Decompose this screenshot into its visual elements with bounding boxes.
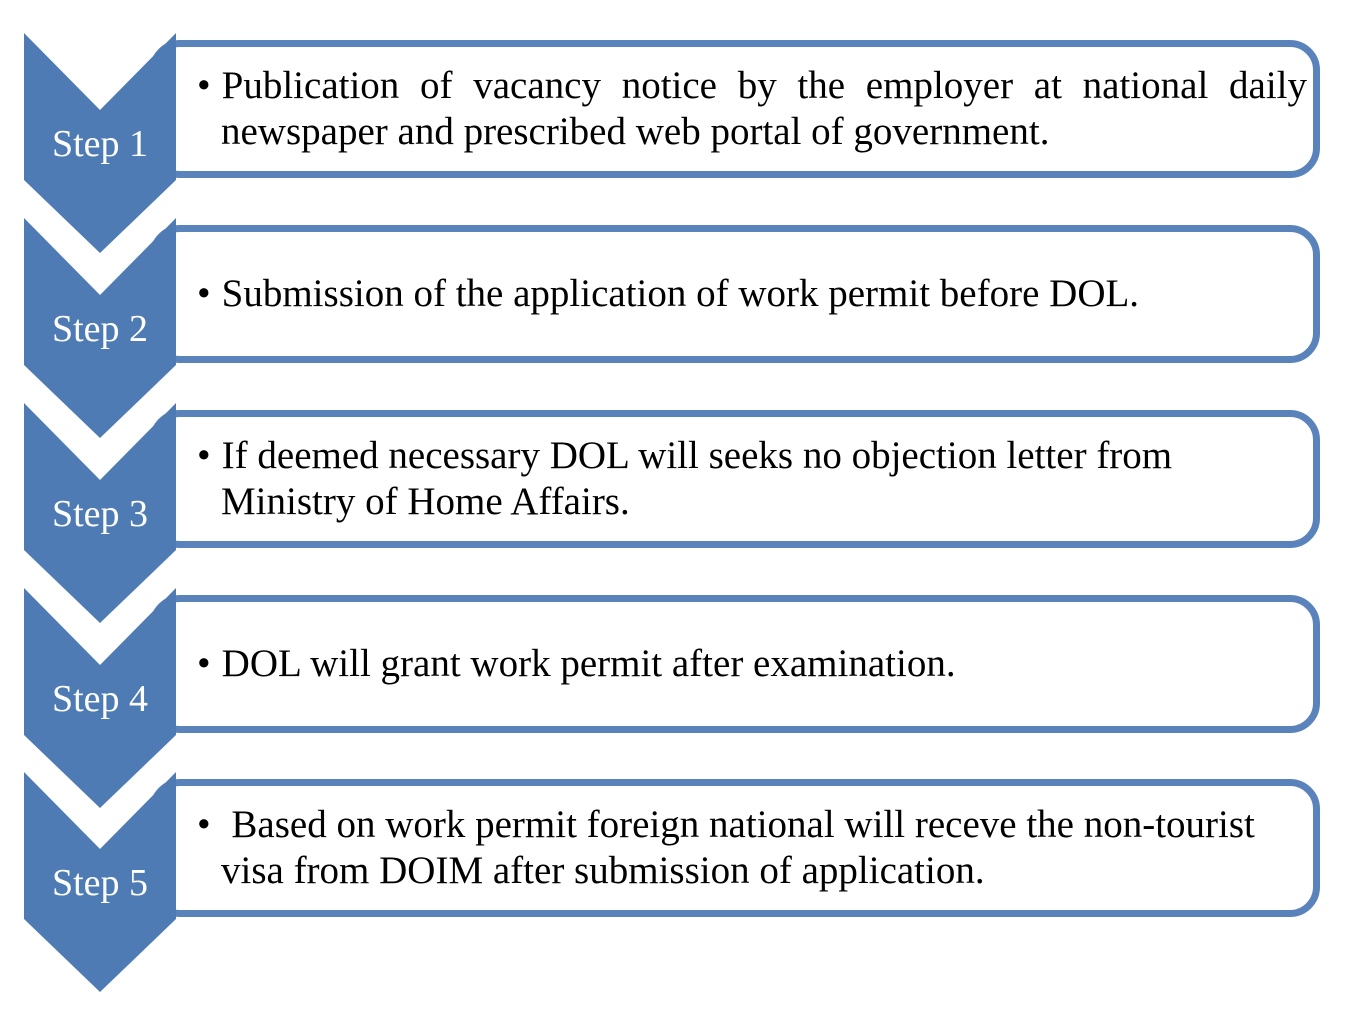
step-label-2: Step 2 [51, 308, 149, 350]
step-box-3 [150, 410, 1320, 548]
step-box-5 [150, 779, 1320, 917]
bullet-icon: • [197, 803, 211, 846]
step-box-1 [150, 40, 1320, 178]
bullet-icon: • [197, 642, 211, 685]
step-text-4 [197, 641, 1307, 687]
step-description: If deemed necessary DOL will seeks no objection letter from Ministry of Home Affairs. [221, 434, 1173, 523]
step-text-1 [197, 63, 1307, 155]
bullet-icon: • [197, 64, 211, 107]
step-text-2 [197, 271, 1307, 317]
bullet-icon: • [197, 272, 211, 315]
step-label-4: Step 4 [51, 678, 149, 720]
step-label-5: Step 5 [51, 862, 149, 904]
step-group-5 [0, 772, 1350, 992]
step-description: Based on work permit foreign national will receve the non-tourist visa from DOIM after submission of application. [221, 803, 1255, 892]
step-label-1: Step 1 [51, 123, 149, 165]
bullet-icon: • [197, 434, 211, 477]
step-box-4 [150, 595, 1320, 733]
step-text-3 [197, 433, 1307, 525]
step-box-2 [150, 225, 1320, 363]
step-label-3: Step 3 [51, 493, 149, 535]
step-description: DOL will grant work permit after examination. [221, 642, 956, 685]
step-text-5 [197, 802, 1307, 894]
step-description: Publication of vacancy notice by the employer at national daily newspaper and prescribed web portal of government. [221, 64, 1307, 153]
step-description: Submission of the application of work permit before DOL. [221, 272, 1140, 315]
step-chevron-5 [24, 772, 176, 992]
